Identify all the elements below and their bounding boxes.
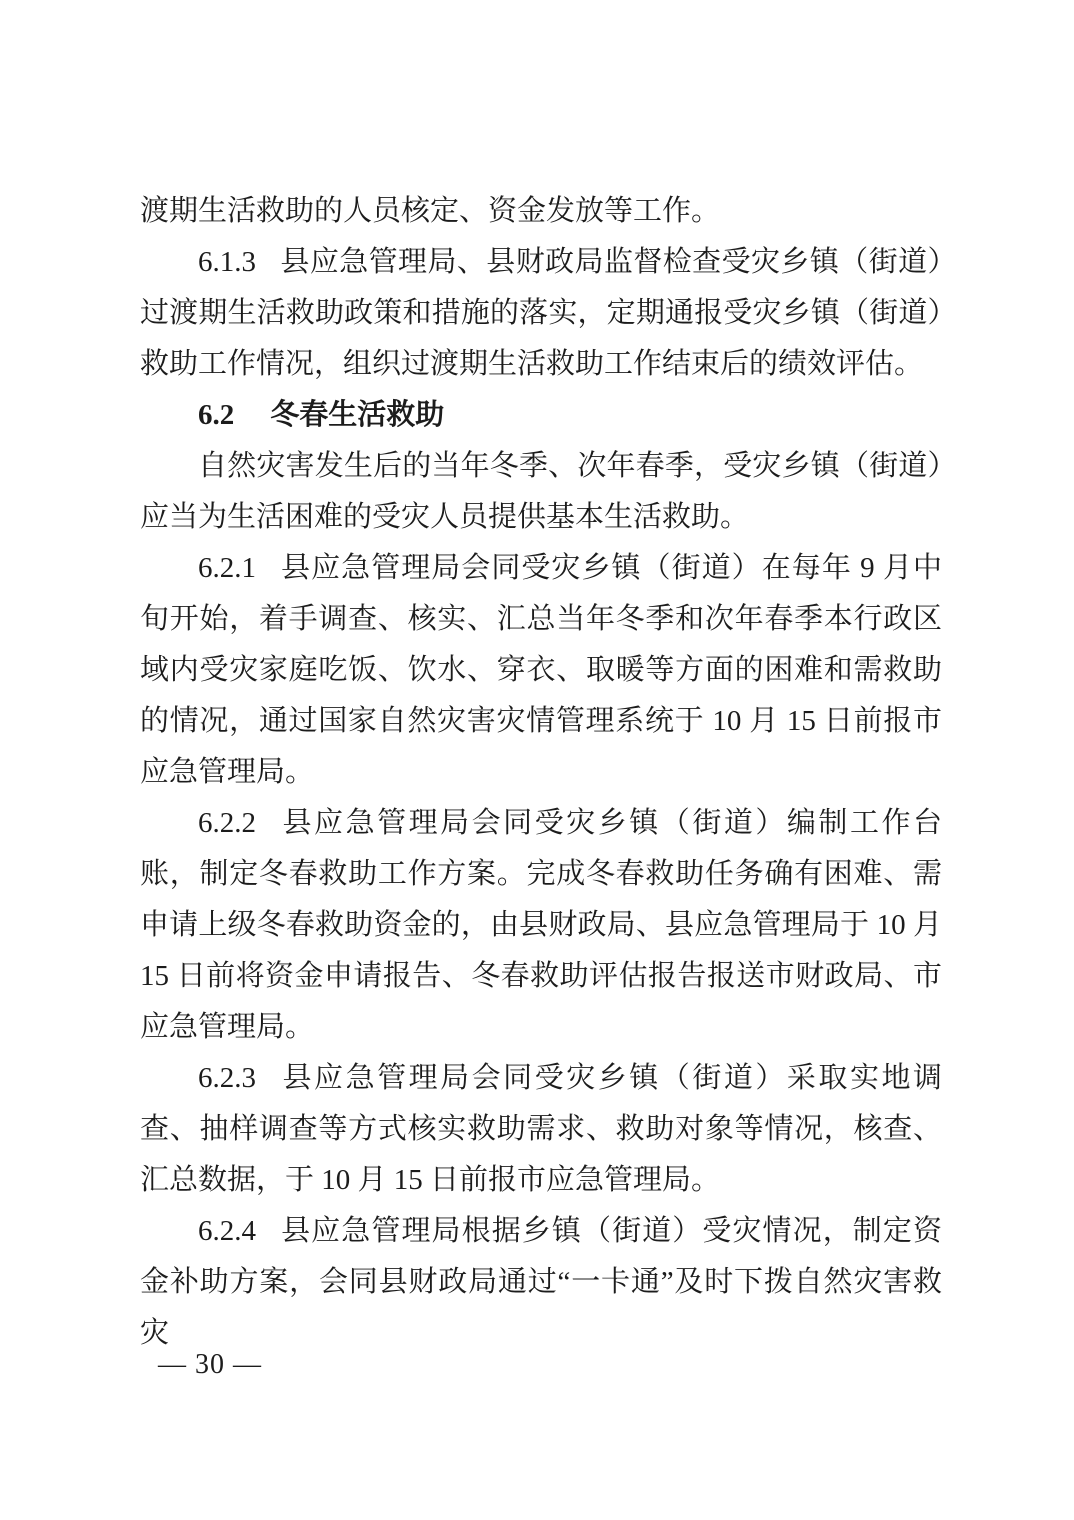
section-number: 6.1.3 [198,246,256,278]
section-number: 6.2 [198,399,235,431]
paragraph-text: 自然灾害发生后的当年冬季、次年春季，受灾乡镇（街道）应当为生活困难的受灾人员提供基本生活救助。 [140,450,942,533]
paragraph-text: 冬春生活救助 [270,399,445,431]
paragraph [140,237,942,390]
paragraph [140,798,942,1053]
page-number: — 30 — [158,1349,262,1380]
paragraph [140,186,942,237]
section-number: 6.2.1 [198,552,256,584]
paragraph-text: 县应急管理局会同受灾乡镇（街道）采取实地调查、抽样调查等方式核实救助需求、救助对象等情况，核查、汇总数据，于 10 月 15 日前报市应急管理局。 [140,1062,942,1196]
paragraph-text: 县应急管理局会同受灾乡镇（街道）在每年 9 月中旬开始，着手调查、核实、汇总当年冬季和次年春季本行政区域内受灾家庭吃饭、饮水、穿衣、取暖等方面的困难和需救助的情况，通过国家自然灾害灾情管理系统于 10 月 15 日前报市应急管理局。 [140,552,942,788]
section-heading [140,390,942,441]
paragraph [140,543,942,798]
section-number: 6.2.2 [198,807,256,839]
paragraph [140,1206,942,1359]
paragraph-text: 县应急管理局会同受灾乡镇（街道）编制工作台账，制定冬春救助工作方案。完成冬春救助任务确有困难、需申请上级冬春救助资金的，由县财政局、县应急管理局于 10 月 15 日前将资金申请报告、冬春救助评估报告报送市财政局、市应急管理局。 [140,807,942,1043]
paragraph [140,1053,942,1206]
paragraph-text: 县应急管理局、县财政局监督检查受灾乡镇（街道）过渡期生活救助政策和措施的落实，定期通报受灾乡镇（街道）救助工作情况，组织过渡期生活救助工作结束后的绩效评估。 [140,246,942,380]
document-body [140,186,942,1359]
paragraph-text: 渡期生活救助的人员核定、资金发放等工作。 [140,195,721,227]
paragraph [140,441,942,543]
section-number: 6.2.3 [198,1062,256,1094]
section-number: 6.2.4 [198,1215,256,1247]
paragraph-text: 县应急管理局根据乡镇（街道）受灾情况，制定资金补助方案，会同县财政局通过“一卡通”及时下拨自然灾害救灾 [140,1215,942,1349]
